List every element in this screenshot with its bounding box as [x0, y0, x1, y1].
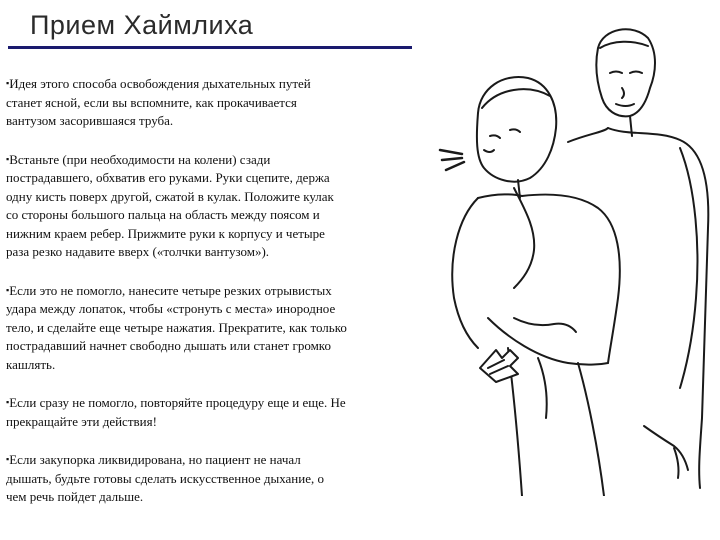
paragraph-line: Если сразу не помогло, повторяйте процедуру еще и еще. Не — [9, 395, 346, 410]
paragraph-line: вантузом засорившаяся труба. — [6, 113, 174, 128]
paragraph-line: Встаньте (при необходимости на колени) сзади — [9, 151, 271, 167]
paragraph-line: Если закупорка ликвидирована, но пациент не начал — [9, 452, 301, 467]
paragraph-line: станет ясной, если вы вспомните, как прокачивается — [6, 94, 297, 110]
paragraph-line: дышать, будьте готовы сделать искусственное дыхание, о — [6, 470, 324, 486]
paragraph-line: тело, и сделайте еще четыре нажатия. Прекратите, как только — [6, 319, 347, 335]
bullet-icon: ▪ — [6, 397, 10, 407]
paragraph-line: кашлять. — [6, 356, 56, 372]
heimlich-maneuver-illustration — [418, 18, 720, 496]
rescuer-figure — [568, 29, 708, 488]
paragraph-position — [6, 150, 414, 262]
bullet-icon: ▪ — [6, 284, 10, 295]
paragraph-repeat — [6, 393, 414, 431]
title-underline — [8, 46, 412, 49]
instructions-text — [6, 74, 414, 526]
paragraph-line: прекращайте эти действия! — [6, 413, 157, 429]
paragraph-line: нижним краем ребер. Прижмите руки к корпусу и четыре — [6, 225, 325, 241]
paragraph-line: одну кисть поверх другой, сжатой в кулак. Положите кулак — [6, 188, 334, 204]
bullet-icon: ▪ — [6, 454, 10, 464]
victim-figure — [452, 77, 620, 496]
paragraph-resuscitation — [6, 450, 414, 507]
paragraph-line: удара между лопаток, чтобы «стронуть с места» инородное — [6, 301, 336, 316]
slide-title: Прием Хаймлиха — [30, 10, 254, 40]
paragraph-back-blows — [6, 281, 414, 375]
paragraph-line: пострадавшего, обхватив его руками. Руки сцепите, держа — [6, 170, 330, 185]
paragraph-line: Если это не помогло, нанесите четыре резких отрывистых — [9, 282, 332, 298]
paragraph-idea — [6, 74, 414, 131]
paragraph-line: чем речь пойдет дальше. — [6, 489, 144, 504]
paragraph-line: Идея этого способа освобождения дыхательных путей — [9, 76, 311, 91]
paragraph-line: раза резко надавите вверх («толчки вантузом»). — [6, 244, 270, 259]
cough-lines-icon — [440, 150, 464, 170]
paragraph-line: пострадавший начнет свободно дышать или станет громко — [6, 338, 331, 353]
bullet-icon: ▪ — [6, 153, 10, 164]
paragraph-line: со стороны большого пальца на область между поясом и — [6, 207, 320, 222]
bullet-icon: ▪ — [6, 78, 10, 88]
